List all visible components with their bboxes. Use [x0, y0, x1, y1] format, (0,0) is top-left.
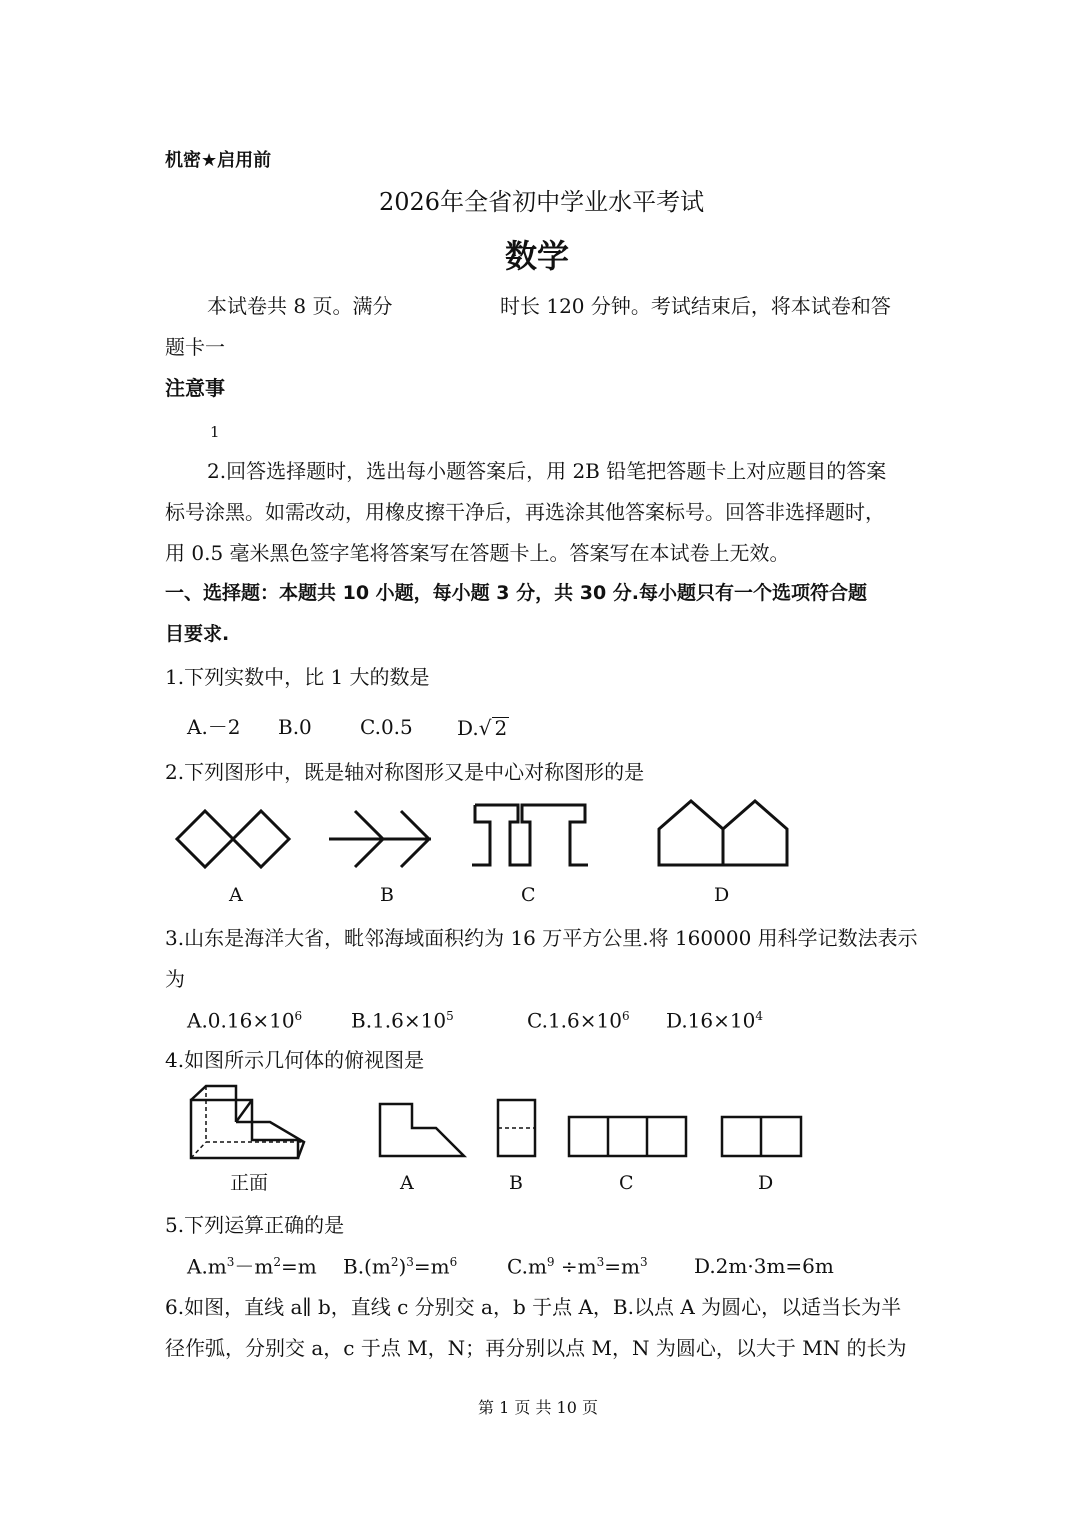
sqrt-icon: √ — [478, 716, 492, 740]
q5-option-d: D.2m·3m=6m — [694, 1254, 834, 1278]
q1-option-c: C.0.5 — [360, 715, 413, 739]
subject-title: 数学 — [505, 237, 570, 275]
notice-heading: 注意事 — [165, 376, 225, 400]
q4-label-b: B — [509, 1172, 523, 1194]
q4-label-d: D — [758, 1172, 774, 1194]
q1-option-d — [457, 717, 509, 738]
q2-stem: 2.下列图形中，既是轴对称图形又是中心对称图形的是 — [165, 760, 645, 784]
q5-option-b: $B.(m^2)^3=m^6$ — [343, 1254, 458, 1279]
q3-stem-line2: 为 — [165, 967, 185, 991]
q3-option-a: $A.0.16\times 10^6$ — [187, 1008, 303, 1033]
notice-item1: 1 — [210, 423, 220, 441]
intro-line2: 题卡一 — [165, 335, 225, 359]
q2-label-d: D — [714, 884, 730, 906]
q3-option-d: $D.16\times 10^4$ — [666, 1008, 763, 1033]
rules-line2: 标号涂黑。如需改动，用橡皮擦干净后，再选涂其他答案标号。回答非选择题时， — [165, 500, 885, 524]
intro-line1-end: 时长 120 分钟。考试结束后，将本试卷和答 — [500, 294, 891, 318]
q6-line1: 6.如图，直线 a∥ b，直线 c 分别交 a，b 于点 A，B.以点 A 为圆心，以适当长为半 — [165, 1295, 902, 1319]
q2-label-c: C — [521, 884, 536, 906]
q3-option-c: $C.1.6\times 10^6$ — [527, 1008, 630, 1033]
q1-stem: 1.下列实数中，比 1 大的数是 — [165, 665, 430, 689]
option-c-three-squares-figure — [566, 1114, 690, 1160]
q4-stem: 4.如图所示几何体的俯视图是 — [165, 1048, 425, 1072]
q4-label-c: C — [619, 1172, 634, 1194]
double-arrow-figure — [325, 805, 435, 875]
two-squares-figure — [172, 805, 297, 875]
page-number: 第 1 页 共 10 页 — [478, 1398, 598, 1417]
q1-option-d-label: D. — [457, 716, 479, 740]
confidential-label: 机密★启用前 — [165, 150, 272, 171]
section1-line1: 一、选择题：本题共 10 小题，每小题 3 分，共 30 分.每小题只有一个选项符合题 — [165, 582, 868, 604]
q5-option-c: $C.m^9 \div m^3=m^3$ — [507, 1254, 648, 1279]
q4-solid-label: 正面 — [230, 1172, 269, 1194]
intro-line1-start: 本试卷共 8 页。满分 — [207, 294, 393, 318]
q1-option-a: A.－2 — [187, 715, 241, 739]
q6-line2: 径作弧，分别交 a，c 于点 M，N；再分别以点 M，N 为圆心，以大于 MN 的长为 — [165, 1336, 907, 1360]
q2-label-b: B — [380, 884, 394, 906]
rules-line3: 用 0.5 毫米黑色签字笔将答案写在答题卡上。答案写在本试卷上无效。 — [165, 541, 790, 565]
two-houses-figure — [655, 795, 795, 870]
q5-stem: 5.下列运算正确的是 — [165, 1213, 345, 1237]
option-a-l-figure — [376, 1100, 471, 1162]
q1-option-b: B.0 — [278, 715, 312, 739]
exam-title: 2026年全省初中学业水平考试 — [379, 188, 705, 216]
rules-line1: 2.回答选择题时，选出每小题答案后，用 2B 铅笔把答题卡上对应题目的答案 — [207, 459, 887, 483]
option-b-rect-figure — [495, 1097, 539, 1161]
q1-sqrt-radicand: 2 — [494, 716, 508, 740]
q2-label-a: A — [229, 884, 243, 906]
l-shaped-solid-figure — [188, 1082, 308, 1164]
q5-option-a: $A.m^3-m^2=m$ — [187, 1254, 317, 1279]
q3-option-b: $B.1.6\times 10^5$ — [351, 1008, 454, 1033]
zigzag-figure — [470, 800, 595, 870]
option-d-two-squares-figure — [719, 1114, 805, 1160]
section1-line2: 目要求. — [165, 623, 230, 645]
q4-label-a: A — [400, 1172, 414, 1194]
q3-stem-line1: 3.山东是海洋大省，毗邻海域面积约为 16 万平方公里.将 160000 用科学记数法表示 — [165, 926, 918, 950]
